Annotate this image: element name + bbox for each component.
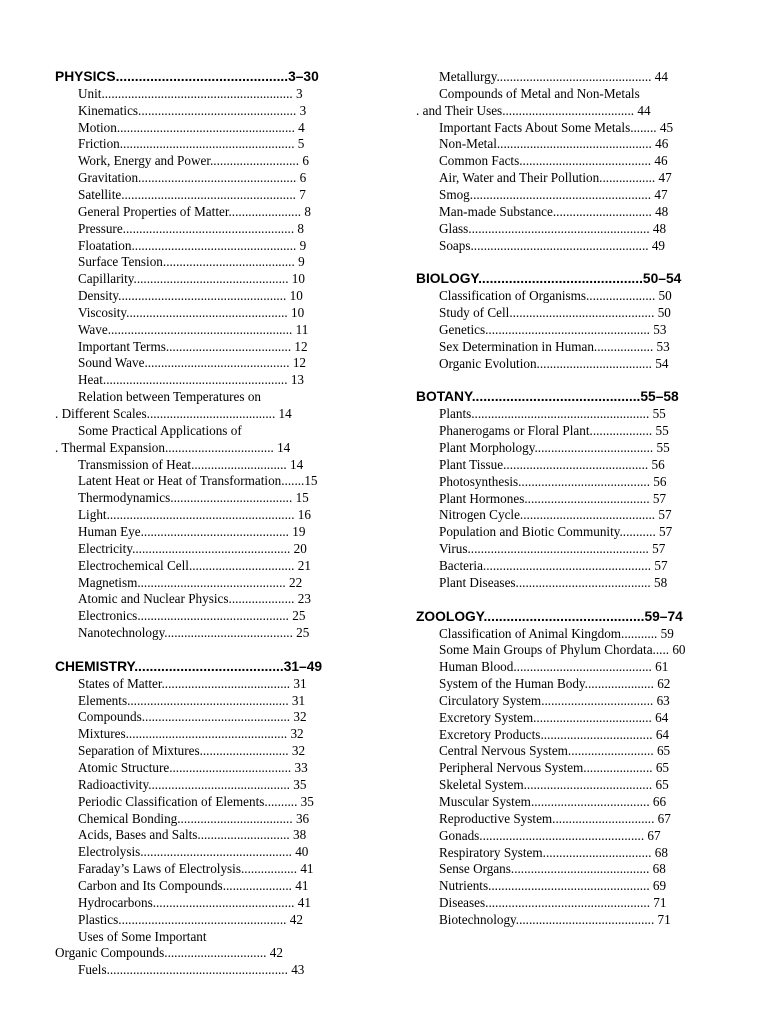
toc-entry: Photosynthesis........................................ 56 (439, 473, 667, 489)
toc-entry: Circulatory System.................................. 63 (439, 692, 670, 708)
toc-entry: Density................................................... 10 (78, 288, 303, 304)
toc-entry: Common Facts........................................ 46 (439, 153, 668, 169)
toc-entry: Smog....................................................... 47 (439, 186, 668, 202)
toc-entry: Plant Diseases......................................... 58 (439, 574, 668, 590)
toc-entry: Periodic Classification of Elements.......... 35 (78, 793, 314, 809)
toc-entry: Bacteria................................................... 57 (439, 557, 668, 573)
toc-entry: Work, Energy and Power........................... 6 (78, 153, 309, 169)
toc-entry: Relation between Temperatures on (78, 389, 262, 405)
toc-entry: Central Nervous System.......................... 65 (439, 743, 671, 759)
toc-entry: Mixtures................................................. 32 (78, 726, 304, 742)
toc-entry: Electrochemical Cell................................ 21 (78, 557, 311, 573)
toc-entry: Plastics................................................... 42 (78, 911, 303, 927)
toc-entry: Human Eye............................................. 19 (78, 523, 306, 539)
toc-entry: Plants...................................................... 55 (439, 406, 666, 422)
toc-entry: Atomic Structure..................................... 33 (78, 760, 308, 775)
toc-entry: Human Blood.......................................... 61 (439, 659, 669, 675)
toc-entry: Acids, Bases and Salts............................ 38 (78, 827, 307, 843)
toc-entry: Plant Morphology.................................... 55 (439, 440, 670, 455)
toc-entry: Reproductive System............................... 67 (439, 810, 671, 826)
toc-entry: Friction..................................................... 5 (78, 136, 305, 152)
toc-entry: Air, Water and Their Pollution................. 47 (439, 170, 672, 186)
toc-entry: Classification of Animal Kingdom........... 59 (439, 625, 674, 641)
toc-entry: Electrolysis.............................................. 40 (78, 844, 309, 860)
toc-entry: Gravitation................................................ 6 (78, 170, 307, 186)
toc-entry: Fuels....................................................... 43 (78, 962, 305, 978)
toc-section-heading: BOTANY............................................55–58 (416, 389, 679, 405)
toc-entry: Some Practical Applications of (78, 422, 242, 438)
toc-entry: Genetics.................................................. 53 (439, 321, 667, 337)
toc-entry: Nutrients................................................. 69 (439, 878, 667, 894)
toc-entry: Study of Cell............................................ 50 (439, 305, 671, 321)
toc-entry: Wave........................................................ 11 (78, 321, 309, 337)
toc-entry: Chemical Bonding................................... 36 (78, 810, 310, 826)
toc-entry: Skeletal System....................................... 65 (439, 777, 669, 793)
toc-entry: Biotechnology.......................................... 71 (439, 911, 671, 927)
toc-entry: Non-Metal............................................... 46 (439, 136, 669, 152)
toc-section-heading: CHEMISTRY.......................................31–49 (55, 658, 323, 674)
toc-entry: Uses of Some Important (78, 928, 207, 944)
toc-entry-continuation: . Different Scales....................................... 14 (55, 406, 292, 421)
toc-entry: Excretory System.................................... 64 (439, 709, 669, 725)
toc-entry: Carbon and Its Compounds..................... 41 (78, 877, 309, 893)
toc-entry: Muscular System.................................... 66 (439, 794, 667, 809)
toc-entry: Sense Organs.......................................... 68 (439, 861, 666, 877)
toc-entry: Electricity................................................ 20 (78, 540, 307, 556)
toc-entry: Pressure.................................................... 8 (78, 220, 305, 236)
toc-entry: Motion...................................................... 4 (78, 119, 305, 135)
toc-entry: Classification of Organisms..................... 50 (439, 288, 672, 304)
toc-entry: Transmission of Heat............................. 14 (78, 456, 304, 472)
toc-section-heading: PHYSICS.............................................3–30 (55, 69, 319, 84)
toc-entry: Atomic and Nuclear Physics.................... 23 (78, 591, 311, 607)
toc-entry: Sound Wave............................................ 12 (78, 355, 307, 371)
toc-entry: Some Main Groups of Phylum Chordata..... 60 (439, 642, 686, 658)
toc-entry: Capillarity............................................... 10 (78, 271, 305, 287)
toc-section-heading: ZOOLOGY..........................................59–74 (416, 608, 683, 624)
toc-entry: Nitrogen Cycle......................................... 57 (439, 507, 672, 523)
toc-entry: Population and Biotic Community........... 57 (439, 524, 673, 540)
toc-entry: Light......................................................... 16 (78, 507, 311, 523)
toc-entry: Important Terms...................................... 12 (78, 338, 308, 354)
toc-entry: System of the Human Body..................... 62 (439, 676, 671, 692)
toc-entry: Nanotechnology....................................... 25 (78, 625, 310, 641)
toc-entry: States of Matter....................................... 31 (78, 675, 307, 691)
toc-entry: Surface Tension........................................ 9 (78, 254, 305, 270)
toc-entry: Peripheral Nervous System..................... 65 (439, 760, 670, 776)
toc-entry: Compounds of Metal and Non-Metals (439, 85, 640, 101)
toc-entry: Metallurgy............................................... 44 (439, 69, 668, 84)
toc-entry: Glass....................................................... 48 (439, 220, 667, 236)
toc-entry: Hydrocarbons........................................... 41 (78, 894, 311, 910)
toc-entry: Separation of Mixtures........................... 32 (78, 743, 306, 759)
toc-entry: Plant Tissue............................................ 56 (439, 456, 665, 472)
toc-entry: Excretory Products.................................. 64 (439, 726, 670, 742)
toc-entry: Latent Heat or Heat of Transformation.......15 (78, 473, 318, 489)
toc-entry: Electronics.............................................. 25 (78, 608, 306, 624)
toc-entry: Floatation.................................................. 9 (78, 237, 307, 253)
toc-entry: Virus....................................................... 57 (439, 541, 666, 557)
toc-entry: Viscosity................................................. 10 (78, 304, 305, 320)
toc-entry: Soaps...................................................... 49 (439, 237, 666, 253)
toc-entry: General Properties of Matter...................... 8 (78, 203, 311, 219)
toc-entry: Important Facts About Some Metals........ 45 (439, 119, 674, 135)
toc-entry: Compounds............................................. 32 (78, 709, 307, 725)
toc-entry: Unit.......................................................... 3 (78, 85, 303, 101)
toc-entry: Faraday’s Laws of Electrolysis................. 41 (78, 861, 314, 877)
toc-entry-continuation: . Thermal Expansion................................. 14 (55, 439, 291, 455)
toc-entry: Diseases.................................................. 71 (439, 895, 667, 911)
toc-entry: Sex Determination in Human.................. 53 (439, 338, 670, 354)
toc-section-heading: BIOLOGY...........................................50–54 (416, 271, 682, 287)
toc-entry: Gonads.................................................. 67 (439, 827, 661, 843)
toc-entry: Plant Hormones...................................... 57 (439, 490, 667, 506)
toc-entry: Phanerogams or Floral Plant................... 55 (439, 423, 669, 439)
toc-entry-continuation: Organic Compounds............................... 42 (55, 945, 283, 961)
toc-entry: Man-made Substance.............................. 48 (439, 203, 669, 219)
toc-entry: Respiratory System................................. 68 (439, 844, 668, 860)
toc-entry: Satellite..................................................... 7 (78, 186, 306, 202)
toc-entry: Magnetism............................................. 22 (78, 574, 303, 590)
toc-entry: Kinematics................................................ 3 (78, 102, 307, 118)
toc-entry: Thermodynamics..................................... 15 (78, 490, 309, 506)
toc-entry: Elements................................................. 31 (78, 692, 306, 708)
toc-entry: Organic Evolution................................... 54 (439, 355, 669, 371)
toc-entry-continuation: . and Their Uses........................................ 44 (416, 102, 651, 118)
toc-entry: Radioactivity........................................... 35 (78, 776, 307, 792)
toc-entry: Heat........................................................ 13 (78, 372, 305, 388)
